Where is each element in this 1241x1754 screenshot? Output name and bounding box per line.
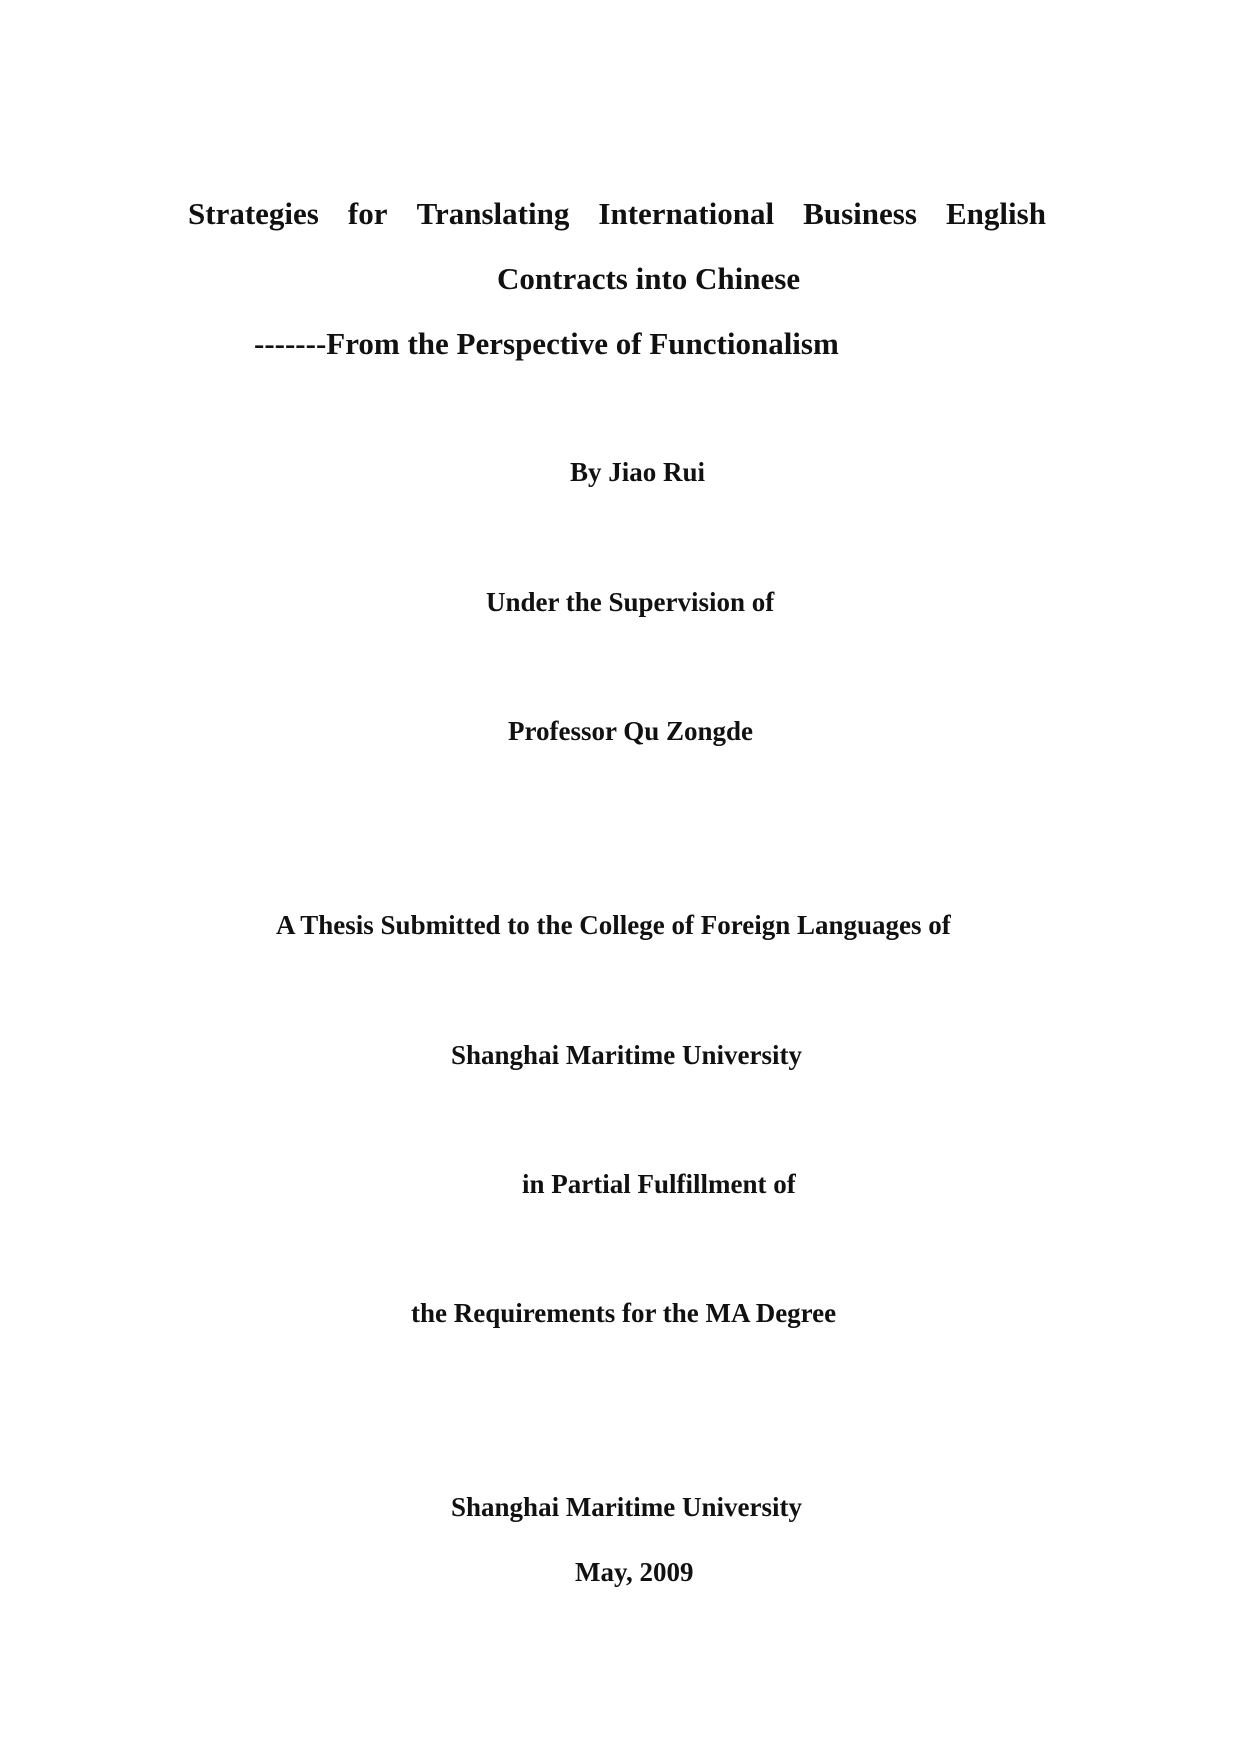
author-line: By Jiao Rui bbox=[570, 457, 706, 487]
title-word: English bbox=[945, 196, 1046, 231]
supervisor-name: Professor Qu Zongde bbox=[508, 716, 754, 746]
supervision-label: Under the Supervision of bbox=[486, 587, 775, 617]
footer-institution: Shanghai Maritime University bbox=[451, 1492, 802, 1522]
title-word: Translating bbox=[416, 196, 570, 231]
submission-line-4: the Requirements for the MA Degree bbox=[411, 1298, 837, 1328]
footer-date: May, 2009 bbox=[575, 1557, 694, 1587]
title-word: Business bbox=[803, 196, 917, 231]
submission-line-1: A Thesis Submitted to the College of Foreign Languages of bbox=[276, 910, 951, 940]
title-word: for bbox=[347, 196, 388, 231]
title-word: Strategies bbox=[188, 196, 319, 231]
submission-line-2: Shanghai Maritime University bbox=[451, 1040, 802, 1070]
title-line-2: Contracts into Chinese bbox=[497, 261, 801, 296]
title-line-1 bbox=[188, 198, 1046, 229]
title-word: International bbox=[598, 196, 775, 231]
submission-line-3: in Partial Fulfillment of bbox=[522, 1169, 796, 1199]
subtitle: -------From the Perspective of Functionalism bbox=[254, 326, 839, 361]
